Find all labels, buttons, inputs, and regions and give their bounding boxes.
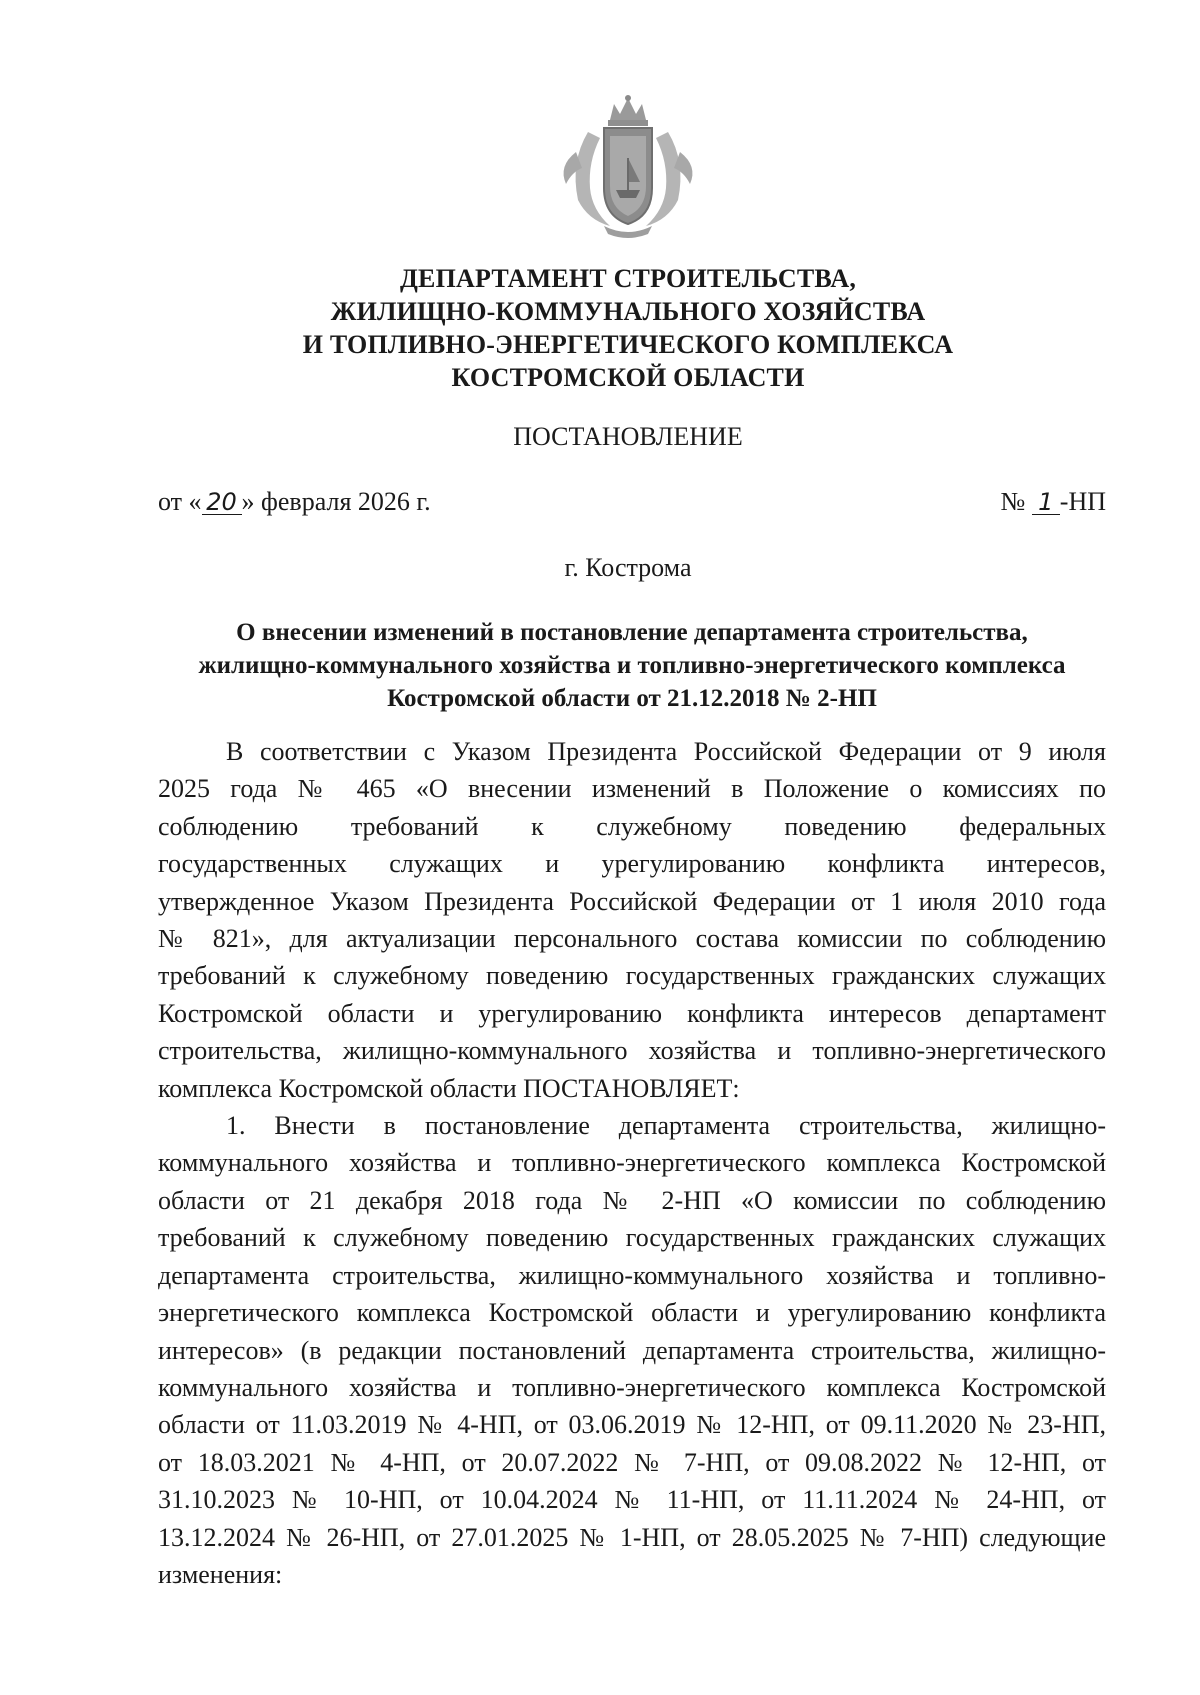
- body-line: 13.12.2024 № 26-НП, от 27.01.2025 № 1-НП, от 28.05.2025 № 7-НП) следующие: [158, 1522, 1106, 1552]
- body-line: государственных служащих и урегулированию конфликта интересов,: [158, 849, 1106, 879]
- body-line: изменения:: [158, 1559, 283, 1589]
- body-line: утвержденное Указом Президента Российской Федерации от 1 июля 2010 года: [158, 886, 1106, 916]
- department-name: [150, 262, 1106, 394]
- body-line: строительства, жилищно-коммунального хозяйства и топливно-энергетического: [158, 1036, 1106, 1066]
- body-line: соблюдению требований к служебному поведению федеральных: [158, 811, 1106, 841]
- coat-of-arms-icon: [548, 92, 708, 240]
- subject-line: О внесении изменений в постановление департамента строительства,: [236, 619, 1028, 646]
- number-handwritten: 1: [1032, 490, 1060, 515]
- document-number: [1000, 487, 1106, 517]
- document-body: [158, 733, 1106, 1593]
- document-subject: [158, 616, 1106, 715]
- body-line: коммунального хозяйства и топливно-энергетического комплекса Костромской: [158, 1372, 1106, 1402]
- body-line: энергетического комплекса Костромской области и урегулированию конфликта: [158, 1298, 1106, 1328]
- department-name-line: ЖИЛИЩНО-КОММУНАЛЬНОГО ХОЗЯЙСТВА: [330, 297, 926, 326]
- number-prefix: №: [1000, 487, 1026, 516]
- department-name-line: И ТОПЛИВНО-ЭНЕРГЕТИЧЕСКОГО КОМПЛЕКСА: [302, 330, 954, 359]
- subject-line: Костромской области от 21.12.2018 № 2-НП: [387, 685, 877, 712]
- department-name-line: ДЕПАРТАМЕНТ СТРОИТЕЛЬСТВА,: [399, 264, 857, 293]
- document-date: [158, 487, 431, 517]
- body-line: области от 21 декабря 2018 года № 2-НП «О комиссии по соблюдению: [158, 1185, 1106, 1215]
- body-line: 2025 года № 465 «О внесении изменений в Положение о комиссиях по: [158, 774, 1106, 804]
- body-line: 1. Внести в постановление департамента строительства, жилищно-: [226, 1111, 1106, 1141]
- body-line: Костромской области и урегулированию конфликта интересов департамент: [158, 998, 1106, 1028]
- department-name-line: КОСТРОМСКОЙ ОБЛАСТИ: [451, 363, 805, 392]
- body-line: интересов» (в редакции постановлений департамента строительства, жилищно-: [158, 1335, 1106, 1365]
- body-line: комплекса Костромской области ПОСТАНОВЛЯЕТ:: [158, 1073, 740, 1103]
- date-suffix: » февраля 2026 г.: [241, 487, 431, 516]
- subject-line: жилищно-коммунального хозяйства и топливно-энергетического комплекса: [198, 652, 1066, 679]
- body-line: В соответствии с Указом Президента Российской Федерации от 9 июля: [226, 737, 1106, 766]
- document-type: ПОСТАНОВЛЕНИЕ: [513, 422, 743, 451]
- body-line: коммунального хозяйства и топливно-энергетического комплекса Костромской: [158, 1148, 1106, 1178]
- body-line: № 821», для актуализации персонального состава комиссии по соблюдению: [158, 924, 1106, 954]
- number-suffix: -НП: [1059, 487, 1106, 516]
- body-line: 31.10.2023 № 10-НП, от 10.04.2024 № 11-НП, от 11.11.2024 № 24-НП, от: [158, 1485, 1106, 1515]
- body-line: от 18.03.2021 № 4-НП, от 20.07.2022 № 7-НП, от 09.08.2022 № 12-НП, от: [158, 1447, 1106, 1477]
- date-day-handwritten: 20: [202, 490, 242, 515]
- body-line: требований к служебному поведению государственных гражданских служащих: [158, 1223, 1106, 1253]
- body-line: области от 11.03.2019 № 4-НП, от 03.06.2019 № 12-НП, от 09.11.2020 № 23-НП,: [158, 1410, 1106, 1440]
- city: г. Кострома: [564, 553, 692, 582]
- body-line: требований к служебному поведению государственных гражданских служащих: [158, 961, 1106, 991]
- date-prefix: от «: [158, 487, 202, 516]
- body-line: департамента строительства, жилищно-коммунального хозяйства и топливно-: [158, 1260, 1106, 1290]
